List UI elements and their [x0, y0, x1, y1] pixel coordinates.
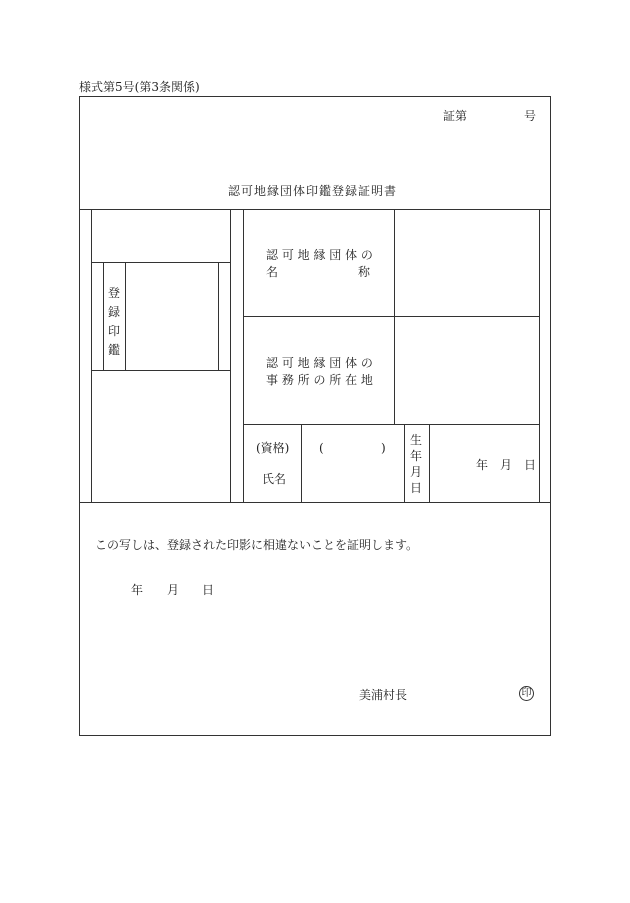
cert-number-suffix: 号: [524, 109, 537, 123]
issue-year-label: 年: [131, 583, 144, 597]
cert-number-prefix: 証第: [443, 109, 468, 123]
issue-month-label: 月: [167, 583, 180, 597]
info-column-left-rule: [243, 209, 244, 502]
seal-area-right-rule: [218, 262, 219, 370]
table-bottom-rule: [79, 502, 551, 503]
group-name-label-title: 称: [358, 265, 371, 279]
issuer-name: 美浦村長: [359, 688, 408, 702]
qualification-open-paren: (: [319, 441, 324, 455]
label-value-divider: [394, 209, 395, 424]
seal-label: 登録印鑑: [107, 286, 120, 357]
group-name-label-line1: 認 可 地 縁 団 体 の: [266, 248, 373, 262]
birth-day-label: 日: [524, 458, 537, 472]
seal-label-right-rule: [125, 262, 126, 370]
form-number-label: 様式第5号(第3条関係): [79, 80, 200, 94]
left-margin-rule: [91, 209, 92, 502]
birth-date-label: 生年月日: [409, 433, 422, 495]
birth-label-divider: [429, 424, 430, 502]
office-row-bottom-rule: [243, 424, 539, 425]
table-top-rule: [79, 209, 551, 210]
certificate-title: 認可地縁団体印鑑登録証明書: [228, 184, 398, 198]
name-row-bottom-rule: [243, 316, 539, 317]
name-value-divider: [404, 424, 405, 502]
office-label-line1: 認 可 地 縁 団 体 の: [266, 356, 373, 370]
group-name-label-name: 名: [266, 265, 279, 279]
right-margin-rule: [539, 209, 540, 502]
certification-statement: この写しは、登録された印影に相違ないことを証明します。: [95, 538, 419, 552]
qualification-close-paren: ): [381, 441, 386, 455]
seal-box-bottom-rule: [91, 370, 230, 371]
qualification-label: (資格): [256, 441, 290, 455]
office-label-line2: 事 務 所 の 所 在 地: [266, 373, 373, 387]
qualification-divider: [301, 424, 302, 502]
seal-box-top-rule: [91, 262, 230, 263]
issue-day-label: 日: [202, 583, 215, 597]
seal-column-right-rule: [230, 209, 231, 502]
birth-year-label: 年: [476, 458, 489, 472]
name-label: 氏名: [262, 472, 287, 486]
seal-stamp-icon: 印: [519, 686, 534, 701]
birth-month-label: 月: [500, 458, 513, 472]
seal-label-left-rule: [103, 262, 104, 370]
